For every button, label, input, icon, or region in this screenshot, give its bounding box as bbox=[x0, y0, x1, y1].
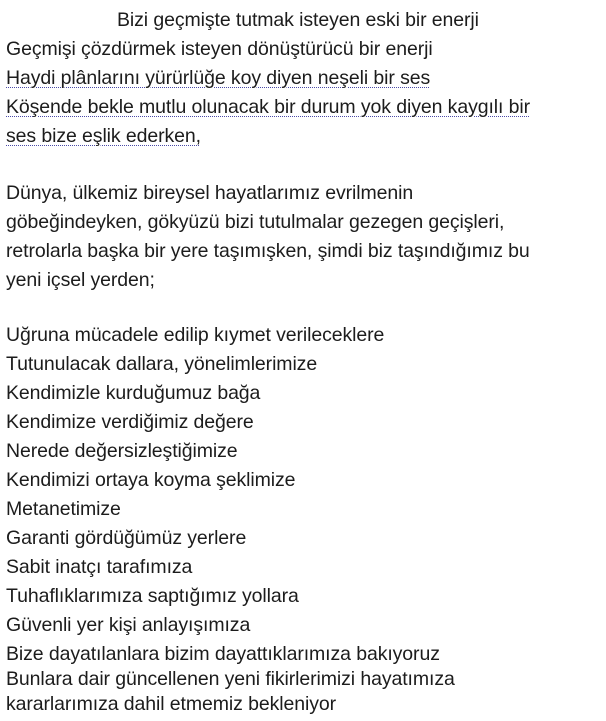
list-line-13: Bunlara dair güncellenen yeni fikirlerimizi hayatımıza bbox=[6, 668, 455, 690]
list-line-9: Sabit inatçı tarafımıza bbox=[6, 556, 193, 578]
paragraph-line-1: Dünya, ülkemiz bireysel hayatlarımız evrilmenin bbox=[6, 182, 414, 204]
list-line-8: Garanti gördüğümüz yerlere bbox=[6, 527, 247, 549]
list-line-6: Kendimizi ortaya koyma şeklimize bbox=[6, 469, 296, 491]
paragraph-line-3: retrolarla başka bir yere taşımışken, şimdi biz taşındığımız bu bbox=[6, 240, 530, 262]
intro-line-1: Bizi geçmişte tutmak isteyen eski bir enerji bbox=[117, 9, 479, 31]
intro-line-5: ses bize eşlik ederken, bbox=[6, 125, 201, 147]
list-line-10: Tuhaflıklarımıza saptığımız yollara bbox=[6, 585, 299, 607]
intro-line-3: Haydi plânlarını yürürlüğe koy diyen neşeli bir ses bbox=[6, 67, 431, 89]
list-line-1: Uğruna mücadele edilip kıymet verileceklere bbox=[6, 324, 385, 346]
list-line-7: Metanetimize bbox=[6, 498, 121, 520]
paragraph-line-2: göbeğindeyken, gökyüzü bizi tutulmalar gezegen geçişleri, bbox=[6, 211, 505, 233]
list-line-14: kararlarımıza dahil etmemiz bekleniyor bbox=[6, 693, 336, 715]
intro-line-2: Geçmişi çözdürmek isteyen dönüştürücü bir enerji bbox=[6, 38, 433, 60]
list-line-3: Kendimizle kurduğumuz bağa bbox=[6, 382, 261, 404]
list-line-12: Bize dayatılanlara bizim dayattıklarımıza bakıyoruz bbox=[6, 643, 440, 665]
list-line-5: Nerede değersizleştiğimize bbox=[6, 440, 238, 462]
list-line-4: Kendimize verdiğimiz değere bbox=[6, 411, 254, 433]
paragraph-line-4: yeni içsel yerden; bbox=[6, 269, 155, 291]
intro-line-4: Köşende bekle mutlu olunacak bir durum yok diyen kaygılı bir bbox=[6, 96, 531, 118]
list-line-11: Güvenli yer kişi anlayışımıza bbox=[6, 614, 251, 636]
list-line-2: Tutunulacak dallara, yönelimlerimize bbox=[6, 353, 318, 375]
